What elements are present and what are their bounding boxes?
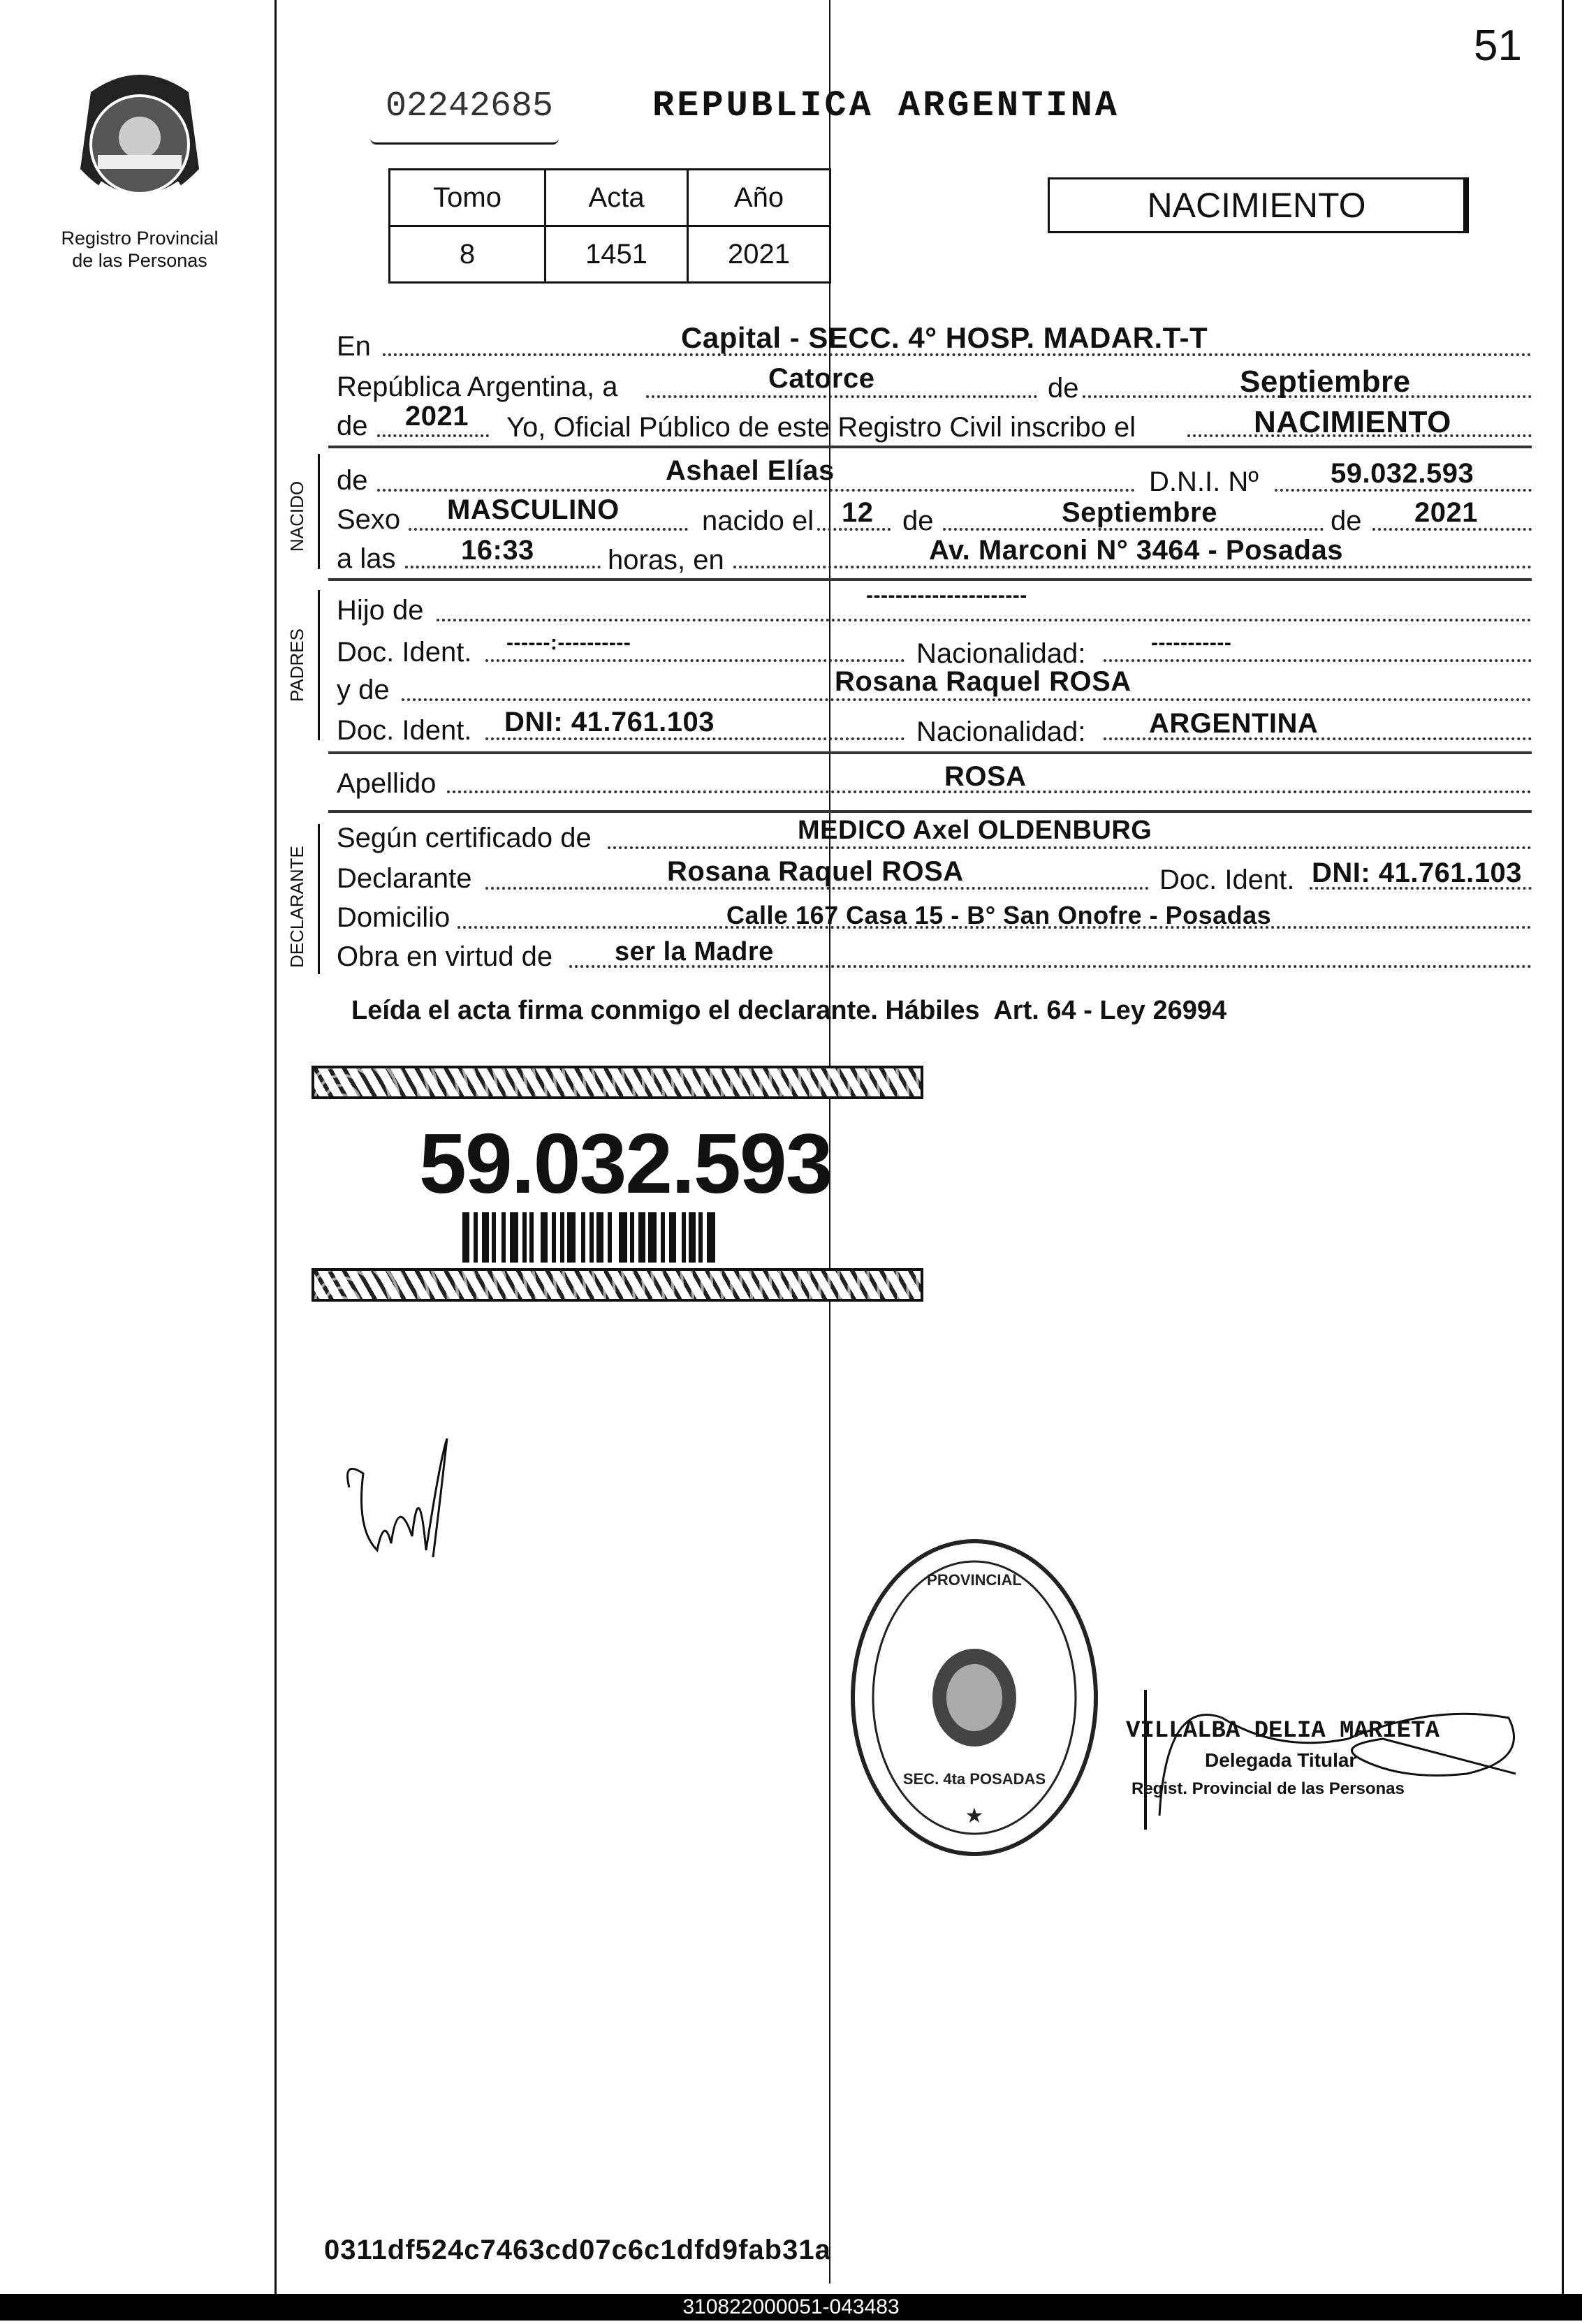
month-value: Septiembre	[1240, 365, 1411, 399]
security-strip-bottom	[312, 1268, 923, 1302]
document-hash: 0311df524c7463cd07c6c1dfd9fab31a	[324, 2235, 831, 2265]
yde-label: y de	[337, 675, 390, 705]
birth-month: Septiembre	[1062, 497, 1217, 528]
padres-section-label: PADRES	[286, 628, 307, 702]
barcode	[462, 1212, 715, 1263]
dots	[646, 395, 1037, 398]
footer-code: 310822000051-043483	[682, 2295, 900, 2318]
decl-doc-label: Doc. Ident.	[1159, 865, 1295, 895]
decl-label: Declarante	[337, 863, 472, 894]
svg-text:PROVINCIAL: PROVINCIAL	[927, 1571, 1022, 1589]
de-label-2: de	[902, 506, 934, 536]
father-doc: ------:----------	[506, 631, 631, 654]
decl-doc-value: DNI: 41.761.103	[1312, 858, 1523, 888]
declarante-bracket	[318, 824, 320, 974]
serial-number: 02242685	[386, 87, 554, 126]
mother-doc: DNI: 41.761.103	[504, 707, 715, 737]
dots	[608, 846, 1532, 849]
en-value: Capital - SECC. 4° HOSP. MADAR.T-T	[681, 321, 1208, 354]
sexo-value: MASCULINO	[447, 494, 620, 525]
yo-text: Yo, Oficial Público de este Registro Civil inscribo el	[506, 412, 1136, 443]
officer-signature-icon	[1138, 1676, 1530, 1830]
nacido-de-label: de	[337, 465, 368, 496]
hijo-label: Hijo de	[337, 595, 424, 626]
cert-value: MEDICO Axel OLDENBURG	[798, 816, 1152, 845]
dots	[485, 659, 904, 662]
official-signature-icon	[335, 1432, 475, 1599]
alas-label: a las	[337, 543, 396, 574]
rule	[328, 810, 1532, 813]
birth-time: 16:33	[461, 535, 534, 566]
dni-label: D.N.I. Nº	[1149, 466, 1259, 497]
officer-name: VILLALBA DELIA MARIETA	[1126, 1718, 1440, 1744]
officer-role: Delegada Titular	[1205, 1749, 1357, 1771]
right-margin-line	[1562, 0, 1564, 2294]
de-label: de	[1048, 373, 1079, 404]
padres-bracket	[318, 590, 320, 740]
event-value: NACIMIENTO	[1254, 405, 1451, 439]
dots	[437, 619, 1532, 622]
father-name: ----------------------	[866, 584, 1027, 607]
stamp-emblem-icon	[855, 1543, 1094, 1852]
mother-nationality: ARGENTINA	[1149, 708, 1319, 739]
decl-value: Rosana Raquel ROSA	[667, 856, 964, 887]
record-type-box	[1048, 177, 1469, 233]
left-margin-line	[274, 0, 277, 2294]
mother-name: Rosana Raquel ROSA	[835, 666, 1131, 697]
dom-label: Domicilio	[337, 902, 451, 933]
cert-label: Según certificado de	[337, 823, 592, 853]
acta-header: Acta	[545, 170, 688, 226]
nac-label: Nacionalidad:	[916, 638, 1086, 669]
sexo-label: Sexo	[337, 504, 401, 535]
republica-label: República Argentina, a	[337, 372, 618, 402]
declarante-section-label: DECLARANTE	[286, 846, 307, 968]
obra-value: ser la Madre	[615, 937, 774, 966]
rule	[328, 751, 1532, 754]
logo-caption-1: Registro Provincial	[61, 228, 219, 249]
father-nationality: -----------	[1151, 631, 1232, 654]
tomo-value: 8	[390, 226, 545, 283]
birth-place: Av. Marconi N° 3464 - Posadas	[929, 535, 1343, 566]
de-label-3: de	[1331, 506, 1362, 536]
nac2-label: Nacionalidad:	[916, 716, 1086, 747]
registry-table	[388, 168, 831, 284]
anio-value: 2021	[688, 226, 830, 283]
serial-underline	[370, 138, 559, 145]
year-value: 2021	[405, 401, 469, 432]
nacido-section-label: NACIDO	[286, 480, 307, 552]
obra-label: Obra en virtud de	[337, 941, 553, 972]
dni-sticker-number: 59.032.593	[419, 1116, 832, 1211]
officer-org: Regist. Provincial de las Personas	[1131, 1779, 1405, 1798]
header-title: REPUBLICA ARGENTINA	[652, 85, 1120, 126]
nacido-el-label: nacido el	[702, 506, 814, 536]
birth-year: 2021	[1414, 497, 1478, 528]
registry-stamp	[851, 1539, 1098, 1856]
doc2-label: Doc. Ident.	[337, 715, 472, 746]
dots	[377, 434, 489, 437]
en-label: En	[337, 331, 371, 362]
closing-text: Leída el acta firma conmigo el declarante. Hábiles Art. 64 - Ley 26994	[351, 996, 1227, 1025]
acta-value: 1451	[545, 226, 688, 283]
de2-label: de	[337, 411, 368, 441]
dni-value: 59.032.593	[1331, 458, 1474, 489]
dots	[377, 489, 1135, 492]
footer-bar	[0, 2294, 1582, 2321]
record-type: NACIMIENTO	[1147, 186, 1366, 225]
svg-text:★: ★	[965, 1804, 984, 1827]
page-number: 51	[1474, 22, 1522, 70]
dots	[1310, 887, 1532, 890]
child-name: Ashael Elías	[666, 455, 835, 486]
birth-day: 12	[842, 497, 874, 528]
security-strip-top	[312, 1066, 923, 1099]
dom-value: Calle 167 Casa 15 - B° San Onofre - Posadas	[726, 901, 1272, 929]
apellido-label: Apellido	[337, 768, 437, 799]
anio-header: Año	[688, 170, 830, 226]
dots	[1104, 659, 1532, 662]
nacido-bracket	[318, 454, 320, 569]
doc-label: Doc. Ident.	[337, 637, 472, 668]
province-logo	[70, 64, 210, 225]
apellido-value: ROSA	[944, 761, 1027, 792]
rule	[328, 446, 1532, 448]
rule	[328, 578, 1532, 581]
horas-label: horas, en	[608, 545, 724, 575]
day-value: Catorce	[768, 363, 875, 394]
dots	[402, 698, 1532, 701]
svg-text:SEC. 4ta POSADAS: SEC. 4ta POSADAS	[902, 1770, 1046, 1788]
logo-caption-2: de las Personas	[72, 250, 207, 271]
tomo-header: Tomo	[390, 170, 545, 226]
dots	[409, 528, 688, 531]
province-seal-icon	[70, 64, 210, 225]
